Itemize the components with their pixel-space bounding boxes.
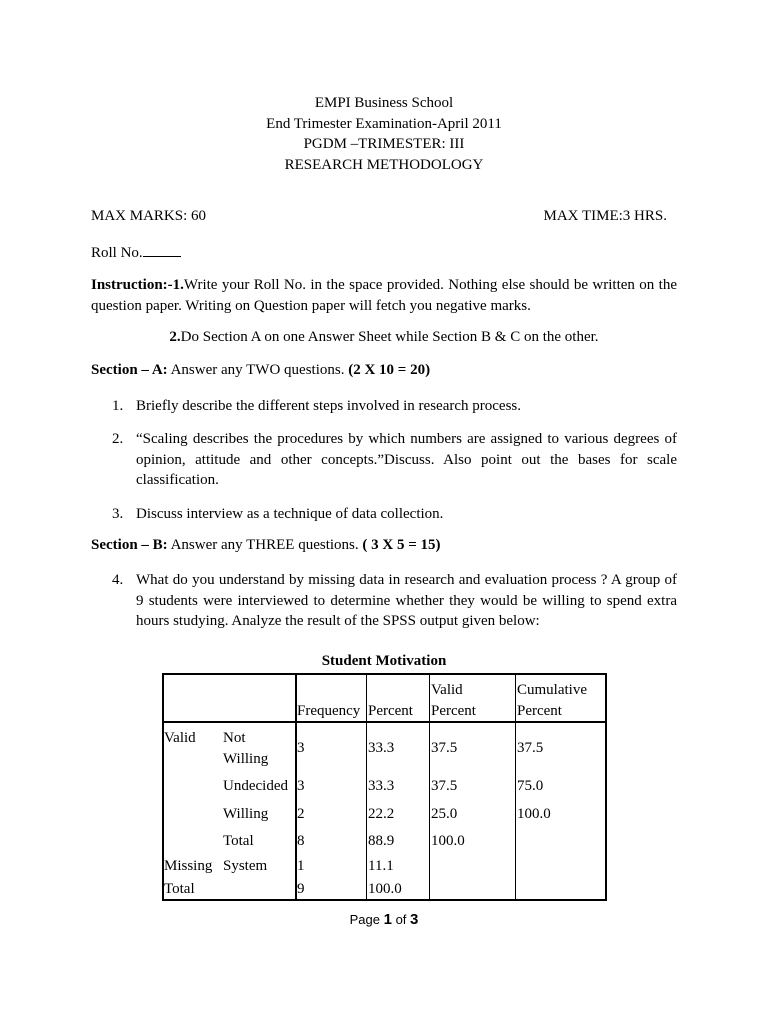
page-footer <box>0 911 768 928</box>
table-divider <box>366 675 367 899</box>
max-marks: MAX MARKS: 60 <box>91 208 207 224</box>
section-b-heading <box>91 537 441 554</box>
row-group-label: Total <box>164 881 195 897</box>
question-number: 1. <box>112 398 124 414</box>
cell-valid-percent: 100.0 <box>431 833 465 849</box>
section-b-marks: ( 3 X 5 = 15) <box>362 537 441 553</box>
section-a-label: Section – A: <box>91 362 168 378</box>
row-label-cont: Willing <box>223 751 269 767</box>
instruction-label: Instruction:-1. <box>91 277 184 293</box>
table-title: Student Motivation <box>321 653 447 669</box>
roll-number-line <box>91 242 181 262</box>
cell-valid-percent: 37.5 <box>431 778 458 794</box>
marks-time-row <box>91 208 667 225</box>
cell-frequency: 2 <box>297 806 305 822</box>
cell-cumulative: 37.5 <box>517 740 544 756</box>
header-percent: Percent <box>368 703 413 719</box>
school-name: EMPI Business School <box>314 95 454 111</box>
instruction-1-text: Write your Roll No. in the space provided. Nothing else should be written on the question paper. Writing on Question paper will fetch you negative marks. <box>91 277 677 314</box>
question-number: 2. <box>112 431 124 447</box>
header-valid-percent-2: Percent <box>431 703 476 719</box>
section-a-text: Answer any TWO questions. <box>167 362 349 378</box>
row-label: System <box>223 858 268 874</box>
instruction-2-number: 2. <box>169 329 181 345</box>
header-cumulative-1: Cumulative <box>517 682 587 698</box>
total-pages: 3 <box>410 911 419 928</box>
cell-percent: 88.9 <box>368 833 395 849</box>
roll-number-blank <box>143 242 181 257</box>
question-text: Briefly describe the different steps involved in research process. <box>136 398 522 414</box>
cell-frequency: 3 <box>297 740 305 756</box>
row-group-label: Valid <box>164 730 196 746</box>
row-label: Total <box>223 833 254 849</box>
question-4 <box>112 570 677 632</box>
instruction-1 <box>91 275 677 317</box>
question-2 <box>112 429 677 491</box>
question-3 <box>112 504 677 525</box>
row-label: Undecided <box>223 778 288 794</box>
exam-title: End Trimester Examination-April 2011 <box>266 115 502 132</box>
question-1 <box>112 396 677 417</box>
cell-valid-percent: 25.0 <box>431 806 458 822</box>
cell-percent: 11.1 <box>368 858 394 874</box>
cell-frequency: 9 <box>297 881 305 897</box>
max-time: MAX TIME:3 HRS. <box>543 208 667 224</box>
cell-frequency: 1 <box>297 858 305 874</box>
table-divider <box>429 675 430 899</box>
cell-frequency: 3 <box>297 778 305 794</box>
row-label: Not <box>223 730 246 746</box>
exam-header <box>0 93 768 175</box>
cell-frequency: 8 <box>297 833 305 849</box>
table-divider <box>515 675 516 899</box>
page-word: Page <box>349 912 384 927</box>
header-cumulative-2: Percent <box>517 703 562 719</box>
row-label: Willing <box>223 806 269 822</box>
instruction-2 <box>0 329 768 346</box>
page-number: 1 <box>383 911 392 928</box>
cell-cumulative: 75.0 <box>517 778 544 794</box>
section-b-label: Section – B: <box>91 537 168 553</box>
subject-title: RESEARCH METHODOLOGY <box>284 156 484 173</box>
question-number: 3. <box>112 506 124 522</box>
program-trimester: PGDM –TRIMESTER: III <box>303 136 465 152</box>
question-text: Discuss interview as a technique of data collection. <box>136 506 444 522</box>
header-valid-percent-1: Valid <box>431 682 463 698</box>
spss-frequency-table <box>162 673 607 901</box>
question-text: “Scaling describes the procedures by which numbers are assigned to various degrees of opinion, attitude and other concepts.”Discuss. Also point out the bases for scale classification. <box>136 431 677 488</box>
row-group-label: Missing <box>164 858 213 874</box>
cell-percent: 33.3 <box>368 740 395 756</box>
section-b-text: Answer any THREE questions. <box>167 537 363 553</box>
cell-cumulative: 100.0 <box>517 806 551 822</box>
cell-percent: 22.2 <box>368 806 395 822</box>
question-number: 4. <box>112 572 124 588</box>
section-a-marks: (2 X 10 = 20) <box>348 362 431 378</box>
roll-number-label: Roll No. <box>91 245 143 261</box>
cell-percent: 33.3 <box>368 778 395 794</box>
header-frequency: Frequency <box>297 703 361 719</box>
cell-valid-percent: 37.5 <box>431 740 458 756</box>
cell-percent: 100.0 <box>368 881 402 897</box>
of-word: of <box>391 912 411 927</box>
instruction-2-text: Do Section A on one Answer Sheet while Section B & C on the other. <box>180 329 599 345</box>
section-a-heading <box>91 362 430 379</box>
question-text: What do you understand by missing data in research and evaluation process ? A group of 9 students were interviewed to determine whether they would be willing to spend extra hours studying. Analyze the result of the SPSS output given below: <box>136 572 677 629</box>
